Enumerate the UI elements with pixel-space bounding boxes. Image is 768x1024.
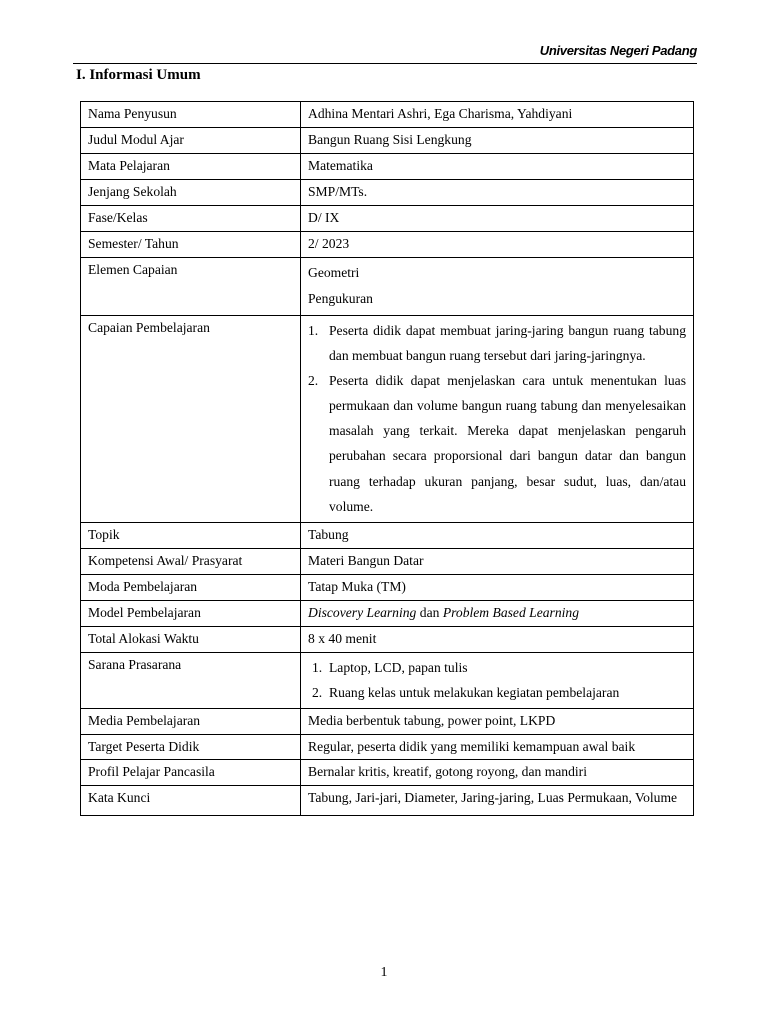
row-label: Kompetensi Awal/ Prasyarat [81, 548, 301, 574]
list-item [308, 655, 686, 680]
row-value: 2/ 2023 [301, 232, 694, 258]
list-number: 2. [312, 684, 323, 700]
table-row [81, 600, 694, 626]
table-row [81, 102, 694, 128]
table-row [81, 522, 694, 548]
info-table [80, 101, 694, 816]
institution-name: Universitas Negeri Padang [539, 43, 697, 58]
elemen-item: Pengukuran [308, 291, 373, 306]
list-text: Laptop, LCD, papan tulis [329, 659, 468, 675]
row-label: Total Alokasi Waktu [81, 626, 301, 652]
row-label: Model Pembelajaran [81, 600, 301, 626]
row-label: Profil Pelajar Pancasila [81, 759, 301, 785]
elemen-item: Geometri [308, 265, 360, 280]
table-row [81, 232, 694, 258]
row-value [301, 316, 694, 523]
row-label: Topik [81, 522, 301, 548]
table-row [81, 652, 694, 708]
section-title: I. Informasi Umum [76, 67, 201, 83]
row-label: Fase/Kelas [81, 206, 301, 232]
list-number: 1. [308, 323, 319, 338]
row-value: 8 x 40 menit [301, 626, 694, 652]
row-label: Mata Pelajaran [81, 154, 301, 180]
row-value: Bernalar kritis, kreatif, gotong royong, dan mandiri [301, 759, 694, 785]
table-row [81, 154, 694, 180]
row-value: Tabung [301, 522, 694, 548]
row-value [301, 258, 694, 316]
row-label: Kata Kunci [81, 785, 301, 815]
list-text: Peserta didik dapat membuat jaring-jaring bangun ruang tabung dan membuat bangun ruang tersebut dari jaring-jaringnya. [329, 323, 686, 364]
row-value: Media berbentuk tabung, power point, LKPD [301, 708, 694, 734]
row-value [301, 652, 694, 708]
capaian-list [308, 318, 686, 519]
model-1: Discovery Learning [308, 604, 417, 620]
page-number: 1 [380, 965, 388, 980]
table-row [81, 734, 694, 759]
table-row [81, 785, 694, 815]
list-text: Peserta didik dapat menjelaskan cara untuk menentukan luas permukaan dan volume bangun ruang tabung dan menyelesaikan masalah yang terkait. Mereka dapat menjelaskan pengaruh perubahan secara proporsional dari bangun datar dan bangun ruang terhadap ukuran panjang, besar sudut, luas, dan/atau volume. [329, 373, 686, 514]
table-row [81, 180, 694, 206]
table-row [81, 316, 694, 523]
row-value: Tatap Muka (TM) [301, 574, 694, 600]
row-value: Materi Bangun Datar [301, 548, 694, 574]
row-label: Nama Penyusun [81, 102, 301, 128]
row-value: Tabung, Jari-jari, Diameter, Jaring-jaring, Luas Permukaan, Volume [301, 785, 694, 815]
list-item [308, 318, 686, 368]
row-label: Target Peserta Didik [81, 734, 301, 759]
table-row [81, 128, 694, 154]
table-row [81, 206, 694, 232]
model-2: Problem Based Learning [442, 604, 579, 620]
row-label: Semester/ Tahun [81, 232, 301, 258]
row-label: Media Pembelajaran [81, 708, 301, 734]
list-item [308, 680, 686, 705]
row-value [301, 600, 694, 626]
sarana-list [308, 655, 686, 705]
list-number: 2. [308, 373, 319, 389]
list-text: Ruang kelas untuk melakukan kegiatan pembelajaran [329, 684, 620, 700]
row-value: Bangun Ruang Sisi Lengkung [301, 128, 694, 154]
table-row [81, 574, 694, 600]
row-value: Matematika [301, 154, 694, 180]
row-label: Judul Modul Ajar [81, 128, 301, 154]
row-label: Sarana Prasarana [81, 652, 301, 708]
list-item [308, 368, 686, 519]
table-row [81, 708, 694, 734]
row-value: Adhina Mentari Ashri, Ega Charisma, Yahdiyani [301, 102, 694, 128]
row-label: Jenjang Sekolah [81, 180, 301, 206]
table-row [81, 258, 694, 316]
row-value: D/ IX [301, 206, 694, 232]
table-row [81, 548, 694, 574]
list-number: 1. [312, 659, 323, 675]
page-header [73, 43, 697, 64]
row-value: Regular, peserta didik yang memiliki kemampuan awal baik [301, 734, 694, 759]
row-label: Capaian Pembelajaran [81, 316, 301, 523]
row-label: Moda Pembelajaran [81, 574, 301, 600]
row-label: Elemen Capaian [81, 258, 301, 316]
table-row [81, 626, 694, 652]
row-value: SMP/MTs. [301, 180, 694, 206]
table-row [81, 759, 694, 785]
model-connector: dan [419, 604, 440, 620]
